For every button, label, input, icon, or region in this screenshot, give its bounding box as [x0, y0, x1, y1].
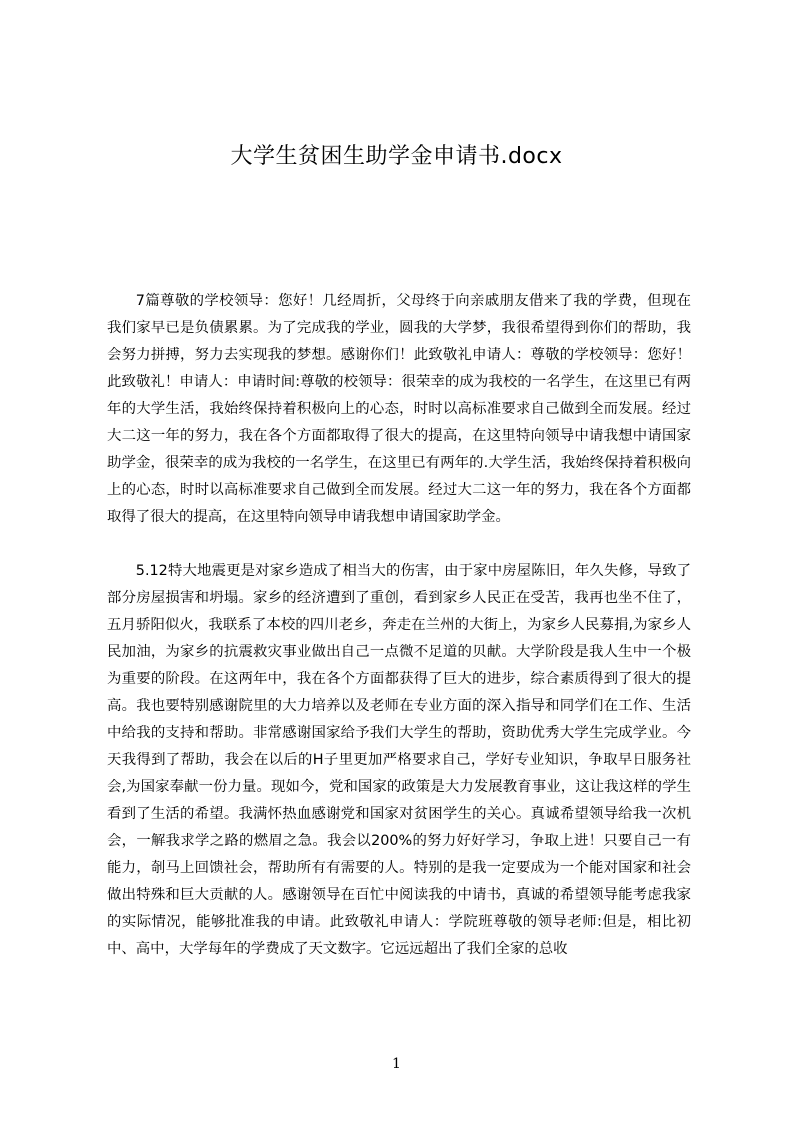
document-body: [107, 288, 691, 990]
paragraph-2: 5.12特大地震更是对家乡造成了相当大的伤害，由于家中房屋陈旧，年久失修，导致了部分房屋损害和坍塌。家乡的经济遭到了重创，看到家乡人民正在受苦，我再也坐不住了，五月骄阳似火，我联系了本校的四川老乡，奔走在兰州的大街上，为家乡人民募捐,为家乡人民加油，为家乡的抗震救灾事业做出自己一点微不足道的贝献。大学阶段是我人生中一个极为重要的阶段。在这两年中，我在各个方面都获得了巨大的进步，综合素质得到了很大的提高。我也要特别感谢院里的大力培养以及老师在专业方面的深入指导和同学们在工作、生活中给我的支持和帮助。非常感谢国家给予我们大学生的帮助，资助优秀大学生完成学业。今天我得到了帮助，我会在以后的H子里更加严格要求自己，学好专业知识，争取早日服务社会,为国家奉献一份力量。现如今，党和国家的政策是大力发展教育事业，这让我这样的学生看到了生活的希望。我满怀热血感谢党和国家对贫困学生的关心。真诚希望领导给我一次机会，一解我求学之路的燃眉之急。我会以200%的努力好好学习，争取上进！只要自己一有能力，剞马上回馈社会，帮助所有有需要的人。特别的是我一定要成为一个能对国家和社会做出特殊和巨大贡献的人。感谢领导在百忙中阅读我的中请书，真诚的希望领导能考虑我家的实际情况，能够批准我的申请。此致敬礼申请人：学院班尊敬的领导老师:但是，相比初中、高中，大学每年的学费成了天文数字。它远远超出了我们全家的总收: [107, 563, 691, 957]
document-title: 大学生贫困生助学金申请书.docx: [230, 144, 563, 169]
page-number: 1: [392, 1056, 401, 1072]
paragraph-1: 7篇尊敬的学校领导：您好！几经周折，父母终于向亲戚朋友借来了我的学费，但现在我们家早已是负债累累。为了完成我的学业，圆我的大学梦，我很希望得到你们的帮助，我会努力拼搏，努力去实现我的梦想。感谢你们！此致敬礼申请人：尊敬的学校领导：您好！此致敬礼！申请人：申请时间:尊敬的校领导：很荣幸的成为我校的一名学生，在这里已有两年的大学生活，我始终保持着积极向上的心态，时时以高标准要求自己做到全而发展。经过大二这一年的努力，我在各个方面都取得了很大的提高，在这里特向领导中请我想中请国家助学金，很荣幸的成为我校的一名学生，在这里已有两年的.大学生活，我始终保持着积极向上的心态，时时以高标准要求自己做到全而发展。经过大二这一年的努力，我在各个方面都取得了很大的提高，在这里特向领导申请我想申请国家助学金。: [107, 293, 691, 525]
